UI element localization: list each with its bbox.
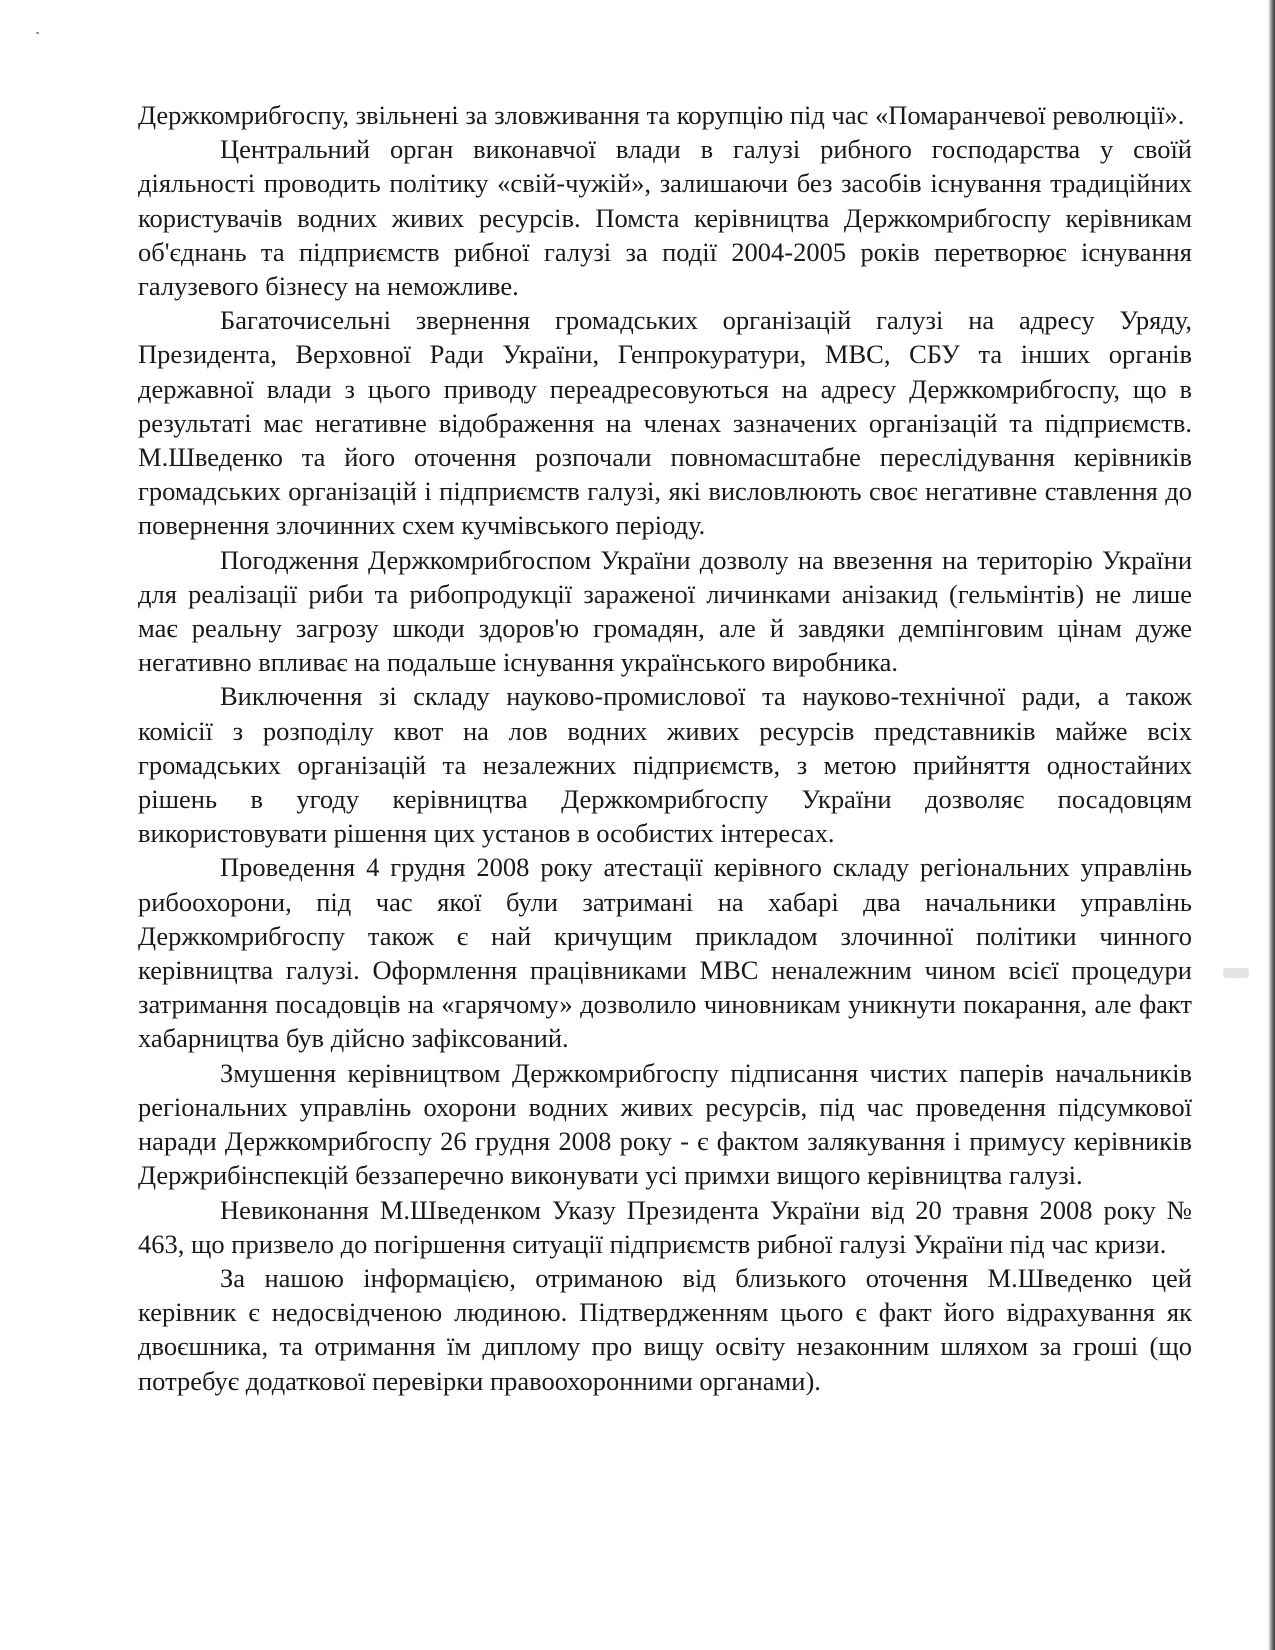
paragraph-8: Невиконання М.Шведенком Указу Президента України від 20 травня 2008 року № 463, що призвело до погіршення ситуації підприємств рибної галузі України під час кризи. — [138, 1194, 1192, 1259]
paragraph-3: Багаточисельні звернення громадських організацій галузі на адресу Уряду, Президента, Верховної Ради України, Генпрокуратури, МВС, СБУ та інших органів державної влади з цього приводу переадресовуються на адресу Держкомрибгоспу, що в результаті має негативне відображення на членах зазначених організацій та підприємств. М.Шведенко та його оточення розпочали повномасштабне переслідування керівників громадських організацій і підприємств галузі, які висловлюють своє негативне ставлення до повернення злочинних схем кучмівського періоду. — [138, 305, 1192, 541]
paragraph-4: Погодження Держкомрибгоспом України дозволу на ввезення на територію України для реалізації риби та рибопродукції зараженої личинками анізакид (гельмінтів) не лише має реальну загрозу шкоди здоров'ю громадян, але й завдяки демпінговим цінам дуже негативно впливає на подальше існування українського виробника. — [138, 544, 1192, 678]
scan-speck — [36, 32, 39, 34]
paragraph-2: Центральний орган виконавчої влади в галузі рибного господарства у своїй діяльності проводить політику «свій-чужій», залишаючи без засобів існування традиційних користувачів водних живих ресурсів. Помста керівництва Держкомрибгоспу керівникам об'єднань та підприємств рибної галузі за події 2004-2005 років перетворює існування галузевого бізнесу на неможливе. — [138, 134, 1192, 302]
paragraph-6: Проведення 4 грудня 2008 року атестації керівного складу регіональних управлінь рибоохорони, під час якої були затримані на хабарі два начальники управлінь Держкомрибгоспу також є най кричущим прикладом злочинної політики чинного керівництва галузі. Оформлення працівниками МВС неналежним чином всієї процедури затримання посадовців на «гарячому» дозволило чиновникам уникнути покарання, але факт хабарництва був дійсно зафіксований. — [138, 852, 1192, 1054]
paragraph-5: Виключення зі складу науково-промислової та науково-технічної ради, а також комісії з розподілу квот на лов водних живих ресурсів представників майже всіх громадських організацій та незалежних підприємств, з метою прийняття одностайних рішень в угоду керівництва Держкомрибгоспу України дозволяє посадовцям використовувати рішення цих установ в особистих інтересах. — [138, 681, 1192, 849]
paragraph-1: Держкомрибгоспу, звільнені за зловживання та корупцію під час «Помаранчевої революції». — [138, 100, 1185, 130]
paragraph-9: За нашою інформацією, отриманою від близького оточення М.Шведенко цей керівник є недосвідченою людиною. Підтвердженням цього є факт його відрахування як двоєшника, та отримання їм диплому про вищу освіту незаконним шляхом за гроші (що потребує додаткової перевірки правоохоронними органами). — [138, 1262, 1192, 1396]
scan-edge-shadow — [1268, 0, 1275, 1650]
scan-side-mark — [1223, 968, 1249, 978]
paragraph-7: Змушення керівництвом Держкомрибгоспу підписання чистих паперів начальників регіональних управлінь охорони водних живих ресурсів, під час проведення підсумкової наради Держкомрибгоспу 26 грудня 2008 року - є фактом залякування і примусу керівників Держрибінспекцій беззаперечно виконувати усі примхи вищого керівництва галузі. — [138, 1057, 1192, 1191]
document-body — [138, 98, 1192, 1398]
